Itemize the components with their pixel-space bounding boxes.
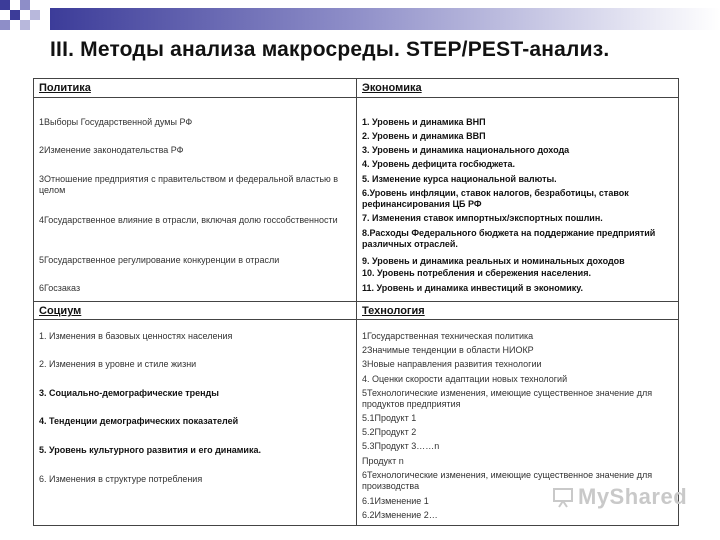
- economics-item: 9. Уровень и динамика реальных и номинальных доходов: [362, 256, 625, 266]
- society-item: 5. Уровень культурного развития и его динамика.: [39, 445, 261, 455]
- technology-item: 5.1Продукт 1: [362, 413, 417, 423]
- row-divider: [34, 97, 678, 98]
- politics-header: Политика: [39, 82, 91, 94]
- deco-square: [30, 10, 40, 20]
- society-header: Социум: [39, 305, 82, 317]
- economics-item: 2. Уровень и динамика ВВП: [362, 131, 486, 141]
- economics-item: 3. Уровень и динамика национального дохода: [362, 145, 570, 155]
- presentation-icon: [552, 486, 574, 508]
- column-divider: [356, 79, 357, 525]
- deco-square: [0, 20, 10, 30]
- technology-item: 5.3Продукт 3……n: [362, 441, 440, 451]
- technology-item: 5.2Продукт 2: [362, 427, 417, 437]
- technology-item: 1Государственная техническая политика: [362, 331, 534, 341]
- economics-item: 10. Уровень потребления и сбережения населения.: [362, 268, 591, 278]
- technology-item: 4. Оценки скорости адаптации новых технологий: [362, 374, 568, 384]
- politics-item: 1Выборы Государственной думы РФ: [39, 117, 193, 127]
- technology-item: 3Новые направления развития технологии: [362, 359, 542, 369]
- economics-item: 4. Уровень дефицита госбюджета.: [362, 159, 516, 169]
- politics-item: 3Отношение предприятия с правительством и федеральной властью в целом: [39, 174, 339, 195]
- society-item: 1. Изменения в базовых ценностях населения: [39, 331, 233, 341]
- row-divider: [34, 301, 678, 302]
- header-gradient-bar: [50, 8, 720, 30]
- economics-item: 7. Изменения ставок импортных/экспортных пошлин.: [362, 213, 603, 223]
- society-item: 6. Изменения в структуре потребления: [39, 474, 203, 484]
- politics-item: 6Госзаказ: [39, 283, 81, 293]
- deco-square: [20, 0, 30, 10]
- watermark: MyShared: [578, 484, 688, 509]
- deco-square: [0, 0, 10, 10]
- politics-item: 4Государственное влияние в отрасли, включая долю госсобственности: [39, 215, 338, 225]
- technology-item: Продукт n: [362, 456, 404, 466]
- economics-item: 1. Уровень и динамика ВНП: [362, 117, 486, 127]
- technology-item: 6.2Изменение 2…: [362, 510, 438, 520]
- society-item: 2. Изменения в уровне и стиле жизни: [39, 359, 197, 369]
- technology-item: 5Технологические изменения, имеющие существенное значение для продуктов предприятия: [362, 388, 653, 409]
- deco-square: [20, 20, 30, 30]
- society-item: 3. Социально-демографические тренды: [39, 388, 219, 398]
- economics-item: 5. Изменение курса национальной валюты.: [362, 174, 557, 184]
- politics-item: 2Изменение законодательства РФ: [39, 145, 184, 155]
- economics-item: 6.Уровень инфляции, ставок налогов, безработицы, ставок рефинансирования ЦБ РФ: [362, 188, 629, 209]
- economics-item: 8.Расходы Федерального бюджета на поддержание предприятий различных отраслей.: [362, 228, 656, 249]
- economics-item: 11. Уровень и динамика инвестиций в экономику.: [362, 283, 584, 293]
- page-title: III. Методы анализа макросреды. STEP/PEST-анализ.: [50, 38, 610, 61]
- technology-header: Технология: [362, 305, 425, 317]
- technology-item: 6Технологические изменения, имеющие существенное значение для производства: [362, 470, 653, 491]
- row-divider: [34, 319, 678, 320]
- technology-item: 2Значимые тенденции в области НИОКР: [362, 345, 534, 355]
- economics-header: Экономика: [362, 82, 422, 94]
- technology-item: 6.1Изменение 1: [362, 496, 429, 506]
- deco-square: [10, 10, 20, 20]
- society-item: 4. Тенденции демографических показателей: [39, 416, 239, 426]
- politics-item: 5Государственное регулирование конкуренции в отрасли: [39, 255, 280, 265]
- pest-table: [33, 78, 679, 526]
